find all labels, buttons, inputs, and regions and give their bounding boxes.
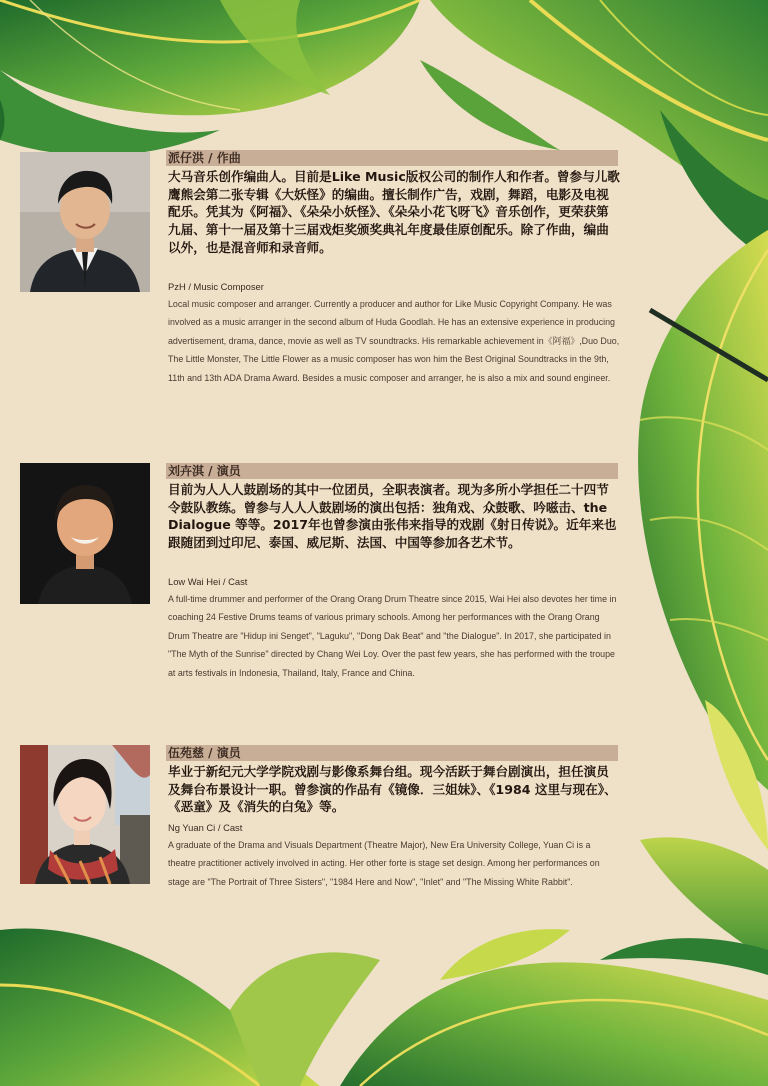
profile-card-low-wai-hei <box>20 463 620 713</box>
name-chinese: 伍苑慈 / 演员 <box>168 746 241 760</box>
profile-card-ng-yuan-ci <box>20 745 620 920</box>
name-chinese: 刘卉淇 / 演员 <box>168 464 241 478</box>
bio-chinese: 毕业于新纪元大学学院戏剧与影像系舞台组。现今活跃于舞台剧演出，担任演员及舞台布景设计一职。曾参演的作品有《镜像．三姐妹》、《1984 这里与现在》、《恶童》及《消失的白兔》等。 <box>168 764 617 815</box>
profile-card-pzh <box>20 150 620 415</box>
bio-english: Local music composer and arranger. Currently a producer and author for Like Music Copyright Company. He was involved as a music arranger in the second album of Huda Goodlah. He has an extensive experience in producing advertisement, drama, dance, movie as well as TV soundtracks. His remarkable achievement in《阿福》,Duo Duo, The Little Monster, The Little Flower as a music composer has won him the Best Original Soundtracks in the 9th, 11th and 13th ADA Drama Award. Besides a music composer and arranger, he is also a mix and sound engineer. <box>168 299 620 383</box>
name-english: Ng Yuan Ci / Cast <box>168 822 243 833</box>
bio-english: A graduate of the Drama and Visuals Department (Theatre Major), New Era University College, Yuan Ci is a theatre practitioner actively involved in acting. Her other forte is stage set design. Among her performances on stage are "The Portrait of Three Sisters", "1984 Here and Now", "Inlet" and "The Missing White Rabbit". <box>168 840 600 887</box>
name-english: Low Wai Hei / Cast <box>168 576 248 587</box>
name-chinese: 派仔洪 / 作曲 <box>168 151 241 165</box>
profile-photo-pzh <box>20 152 150 292</box>
bio-chinese: 大马音乐创作编曲人。目前是Like Music版权公司的制作人和作者。曾参与儿歌鹰熊会第二张专辑《大妖怪》的编曲。擅长制作广告，戏剧，舞蹈，电影及电视配乐。凭其为《阿福》、《朵朵小妖怪》、《朵朵小花飞呀飞》音乐创作，更荣获第九届、第十一届及第十三届戏炬奖颁奖典礼年度最佳原创配乐。除了作曲，编曲以外，也是混音师和录音师。 <box>168 169 620 255</box>
profile-photo-low-wai-hei <box>20 463 150 604</box>
name-english: PzH / Music Composer <box>168 281 264 292</box>
profile-photo-ng-yuan-ci <box>20 745 150 884</box>
bio-chinese: 目前为人人人鼓剧场的其中一位团员，全职表演者。现为多所小学担任二十四节令鼓队教练。曾参与人人人鼓剧场的演出包括：独角戏、众鼓歌、吟嗞击、the Dialogue 等等。2017年也曾参演由张伟来指导的戏剧《射日传说》。近年来也跟随团到过印尼、泰国、威尼斯、法国、中国等参加各艺术节。 <box>168 482 617 551</box>
bio-english: A full-time drummer and performer of the Orang Orang Drum Theatre since 2015, Wai Hei also devotes her time in coaching 24 Festive Drums teams of various primary schools. Among her performances with the Orang Orang Drum Theatre are "Hidup ini Senget", "Laguku", "Dong Dak Beat" and "the Dialogue". In 2017, she participated in "The Myth of the Sunrise" directed by Chang Wei Loy. Over the past few years, she has performed with the troupe at arts festivals in Indonesia, Thailand, Italy, France and China. <box>168 594 617 678</box>
